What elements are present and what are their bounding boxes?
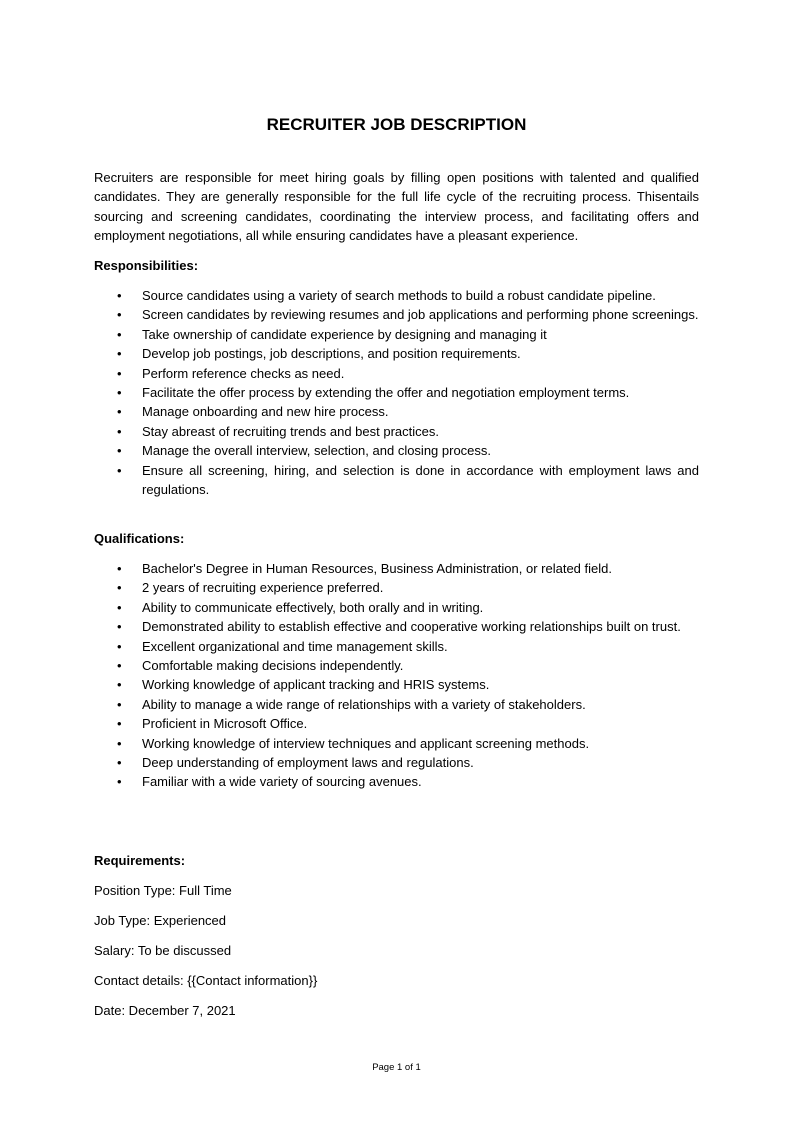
list-item-text: Stay abreast of recruiting trends and best practices.: [142, 423, 439, 439]
list-item-text: Working knowledge of interview techniques and applicant screening methods.: [142, 735, 590, 751]
bullet-icon: •: [117, 365, 122, 381]
list-item: [94, 325, 699, 344]
list-item-text: Comfortable making decisions independently.: [142, 658, 404, 674]
contact-details: Contact details: {{Contact information}}: [94, 973, 318, 988]
list-item-text: Familiar with a wide variety of sourcing avenues.: [142, 774, 422, 790]
list-item: [94, 637, 699, 656]
list-item: [94, 286, 699, 305]
qualifications-list: [94, 559, 699, 792]
bullet-icon: •: [117, 755, 122, 771]
bullet-icon: •: [117, 638, 122, 654]
list-item-text: Take ownership of candidate experience by designing and managing it: [142, 326, 547, 342]
list-item-text: Develop job postings, job descriptions, and position requirements.: [142, 346, 521, 362]
list-item: [94, 383, 699, 402]
list-item: [94, 617, 699, 636]
list-item: [94, 441, 699, 460]
list-item-text: Perform reference checks as need.: [142, 365, 345, 381]
list-item-text: Working knowledge of applicant tracking and HRIS systems.: [142, 677, 490, 693]
page-title: RECRUITER JOB DESCRIPTION: [266, 115, 527, 134]
job-type: Job Type: Experienced: [94, 913, 227, 928]
list-item: [94, 772, 699, 791]
list-item-text: Facilitate the offer process by extending the offer and negotiation employment terms.: [142, 385, 630, 401]
list-item: [94, 422, 699, 441]
position-type: Position Type: Full Time: [94, 883, 232, 898]
list-item: [94, 656, 699, 675]
bullet-icon: •: [117, 658, 122, 674]
list-item-text: Manage the overall interview, selection, and closing process.: [142, 443, 492, 459]
list-item: [94, 364, 699, 383]
list-item-text: Excellent organizational and time management skills.: [142, 638, 448, 654]
bullet-icon: •: [117, 561, 122, 576]
bullet-icon: •: [117, 677, 122, 693]
list-item: [94, 305, 699, 324]
bullet-icon: •: [117, 735, 122, 751]
bullet-icon: •: [117, 288, 122, 303]
list-item-text: Source candidates using a variety of search methods to build a robust candidate pipeline.: [142, 288, 656, 303]
list-item: [94, 344, 699, 363]
date: Date: December 7, 2021: [94, 1003, 236, 1018]
page-number: Page 1 of 1: [372, 1062, 421, 1073]
list-item: [94, 734, 699, 753]
list-item-text: Deep understanding of employment laws and regulations.: [142, 755, 474, 771]
responsibilities-list: [94, 286, 699, 499]
list-item: [94, 714, 699, 733]
intro-paragraph: Recruiters are responsible for meet hiring goals by filling open positions with talented and qualified candidates. They are generally responsible for the full life cycle of the recruiting process. Thisentails sourcing and screening candidates, coordinating the interview process, and facilitating offers and employment negotiations, all while ensuring candidates have a pleasant experience.: [94, 170, 699, 244]
list-item: [94, 695, 699, 714]
list-item-text: Demonstrated ability to establish effective and cooperative working relationships built on trust.: [142, 619, 681, 635]
list-item: [94, 402, 699, 421]
bullet-icon: •: [117, 580, 122, 596]
list-item-text: Ensure all screening, hiring, and selection is done in accordance with employment laws and regulations.: [142, 462, 699, 498]
qualifications-heading: Qualifications:: [94, 531, 185, 546]
list-item-text: Manage onboarding and new hire process.: [142, 404, 389, 420]
list-item-text: Ability to communicate effectively, both orally and in writing.: [142, 599, 484, 615]
bullet-icon: •: [117, 404, 122, 420]
list-item-text: Bachelor's Degree in Human Resources, Business Administration, or related field.: [142, 561, 612, 576]
salary: Salary: To be discussed: [94, 943, 232, 958]
bullet-icon: •: [117, 346, 122, 362]
list-item: [94, 598, 699, 617]
bullet-icon: •: [117, 619, 122, 635]
list-item-text: Proficient in Microsoft Office.: [142, 716, 308, 732]
list-item: [94, 559, 699, 578]
bullet-icon: •: [117, 696, 122, 712]
bullet-icon: •: [117, 443, 122, 459]
bullet-icon: •: [117, 326, 122, 342]
bullet-icon: •: [117, 423, 122, 439]
bullet-icon: •: [117, 385, 122, 401]
list-item: [94, 461, 699, 500]
list-item-text: Screen candidates by reviewing resumes and job applications and performing phone screenings.: [142, 307, 699, 323]
requirements-heading: Requirements:: [94, 853, 186, 868]
bullet-icon: •: [117, 307, 122, 323]
list-item-text: Ability to manage a wide range of relationships with a variety of stakeholders.: [142, 696, 586, 712]
list-item: [94, 753, 699, 772]
responsibilities-heading: Responsibilities:: [94, 258, 199, 273]
list-item-text: 2 years of recruiting experience preferred.: [142, 580, 384, 596]
bullet-icon: •: [117, 599, 122, 615]
list-item: [94, 578, 699, 597]
list-item: [94, 675, 699, 694]
bullet-icon: •: [117, 716, 122, 732]
bullet-icon: •: [117, 462, 122, 478]
bullet-icon: •: [117, 774, 122, 790]
